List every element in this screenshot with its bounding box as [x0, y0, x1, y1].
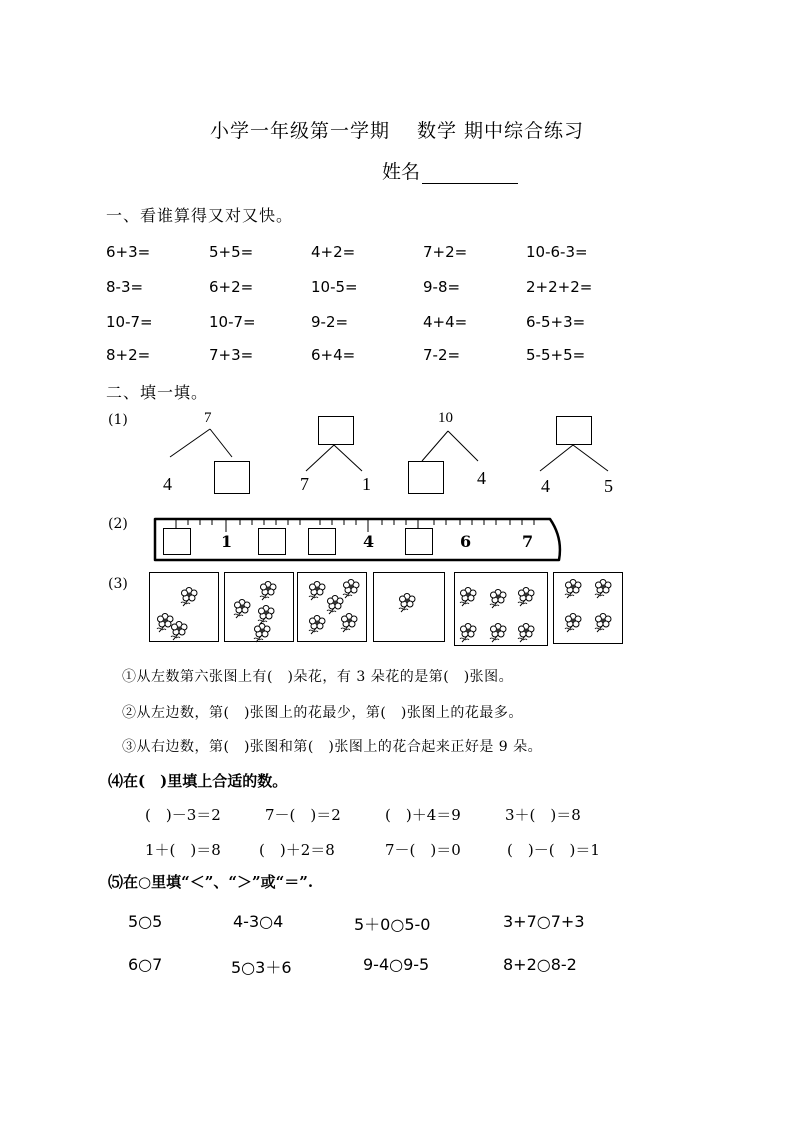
bond-right-value: 5	[604, 476, 613, 496]
calc-item[interactable]: 10-7=	[106, 313, 153, 331]
bond-top-box[interactable]	[318, 416, 354, 445]
ruler-number: 7	[522, 532, 534, 551]
ruler-shape	[150, 510, 570, 572]
flower-icon	[259, 581, 281, 601]
blank-equation[interactable]: ( )－( )＝1	[507, 841, 600, 859]
calc-item[interactable]: 10-6-3=	[526, 243, 588, 261]
page-title: 小学一年级第一学期 数学 期中综合练习	[209, 120, 585, 142]
flower-icon	[257, 605, 279, 625]
flower-icon	[308, 615, 330, 635]
part3-question-2: ②从左边数，第( )张图上的花最少，第( )张图上的花最多。	[122, 705, 523, 721]
part3-question-1: ①从左数第六张图上有( )朵花，有 3 朵花的是第( )张图。	[122, 669, 514, 685]
compare-item[interactable]: 8+2○8-2	[503, 955, 577, 974]
calc-item[interactable]: 6+2=	[209, 278, 254, 296]
section2-heading: 二、填一填。	[106, 383, 209, 402]
flower-icon	[340, 613, 362, 633]
flower-icon	[489, 623, 511, 643]
calc-item[interactable]: 9-2=	[311, 313, 349, 331]
bond-line	[170, 429, 210, 457]
calc-item[interactable]: 2+2+2=	[526, 278, 593, 296]
flower-icon	[594, 613, 616, 633]
bond-top-value: 7	[204, 410, 212, 426]
blank-equation[interactable]: ( )－3＝2	[145, 806, 221, 824]
bond-left-box[interactable]	[408, 461, 444, 494]
flower-card	[373, 572, 445, 642]
bond-left-value: 7	[300, 474, 309, 494]
bond-line	[573, 445, 608, 471]
compare-item[interactable]: 4-3○4	[233, 912, 284, 931]
flower-icon	[564, 613, 586, 633]
calc-item[interactable]: 6+4=	[311, 346, 356, 364]
bond-line	[210, 429, 232, 457]
ruler-box[interactable]	[308, 528, 336, 555]
calc-item[interactable]: 7+2=	[423, 243, 468, 261]
calc-item[interactable]: 8+2=	[106, 346, 151, 364]
blank-equation[interactable]: 1＋( )＝8	[145, 841, 221, 859]
ruler-box[interactable]	[163, 528, 191, 555]
part3-question-3: ③从右边数，第( )张图和第( )张图上的花合起来正好是 9 朵。	[122, 739, 543, 755]
bond-top-box[interactable]	[556, 416, 592, 445]
flower-card	[454, 572, 548, 646]
name-blank[interactable]	[422, 163, 518, 184]
calc-item[interactable]: 6+3=	[106, 243, 151, 261]
section1-heading: 一、看谁算得又对又快。	[106, 206, 294, 225]
flower-icon	[326, 595, 348, 615]
flower-card	[553, 572, 623, 644]
bond-line	[334, 445, 362, 471]
flower-card	[224, 572, 294, 642]
compare-item[interactable]: 3+7○7+3	[503, 912, 585, 931]
flower-icon	[489, 589, 511, 609]
compare-item[interactable]: 5○3＋6	[231, 958, 292, 977]
bond-right-value: 1	[362, 474, 371, 494]
calc-item[interactable]: 5-5+5=	[526, 346, 586, 364]
part1-label: (1)	[108, 412, 128, 428]
calc-item[interactable]: 8-3=	[106, 278, 144, 296]
flower-icon	[564, 579, 586, 599]
blank-equation[interactable]: 7－( )＝2	[265, 806, 341, 824]
ruler-number: 4	[363, 532, 375, 551]
calc-item[interactable]: 10-7=	[209, 313, 256, 331]
blank-equation[interactable]: 7－( )＝0	[385, 841, 461, 859]
flower-icon	[398, 593, 420, 613]
bond-left-value: 4	[163, 474, 172, 494]
compare-item[interactable]: 6○7	[128, 955, 163, 974]
flower-card	[149, 572, 219, 642]
calc-item[interactable]: 7-2=	[423, 346, 461, 364]
blank-equation[interactable]: ( )＋4＝9	[385, 806, 461, 824]
bond-right-box[interactable]	[214, 461, 250, 494]
bond-top-value: 10	[438, 410, 453, 426]
flower-icon	[517, 623, 539, 643]
compare-item[interactable]: 5○5	[128, 912, 163, 931]
flower-icon	[459, 623, 481, 643]
flower-icon	[253, 623, 275, 643]
calc-item[interactable]: 5+5=	[209, 243, 254, 261]
flower-icon	[233, 599, 255, 619]
flower-icon	[170, 621, 192, 641]
bond-right-value: 4	[477, 468, 486, 488]
calc-item[interactable]: 10-5=	[311, 278, 358, 296]
flower-icon	[594, 579, 616, 599]
flower-icon	[459, 587, 481, 607]
part5-heading: ⑸在○里填“＜”、“＞”或“＝”.	[108, 873, 314, 891]
part2-label: (2)	[108, 516, 128, 532]
bond-left-value: 4	[541, 476, 550, 496]
flower-icon	[180, 587, 202, 607]
blank-equation[interactable]: 3＋( )＝8	[505, 806, 581, 824]
blank-equation[interactable]: ( )＋2＝8	[259, 841, 335, 859]
part4-heading: ⑷在( )里填上合适的数。	[108, 772, 288, 790]
compare-item[interactable]: 9-4○9-5	[363, 955, 430, 974]
bond-line	[448, 431, 478, 461]
compare-item[interactable]: 5＋0○5-0	[354, 915, 431, 934]
part3-label: (3)	[108, 576, 128, 592]
calc-item[interactable]: 4+2=	[311, 243, 356, 261]
bond-line	[422, 431, 448, 461]
ruler-box[interactable]	[258, 528, 286, 555]
flower-icon	[517, 587, 539, 607]
calc-item[interactable]: 9-8=	[423, 278, 461, 296]
ruler-number: 1	[221, 532, 233, 551]
name-field[interactable]	[382, 157, 518, 184]
ruler-number: 6	[460, 532, 472, 551]
bond-line	[306, 445, 334, 471]
ruler-box[interactable]	[405, 528, 433, 555]
calc-item[interactable]: 4+4=	[423, 313, 468, 331]
flower-card	[297, 572, 367, 642]
calc-item[interactable]: 6-5+3=	[526, 313, 586, 331]
name-label: 姓名	[382, 161, 421, 183]
bond-line	[540, 445, 573, 471]
calc-item[interactable]: 7+3=	[209, 346, 254, 364]
